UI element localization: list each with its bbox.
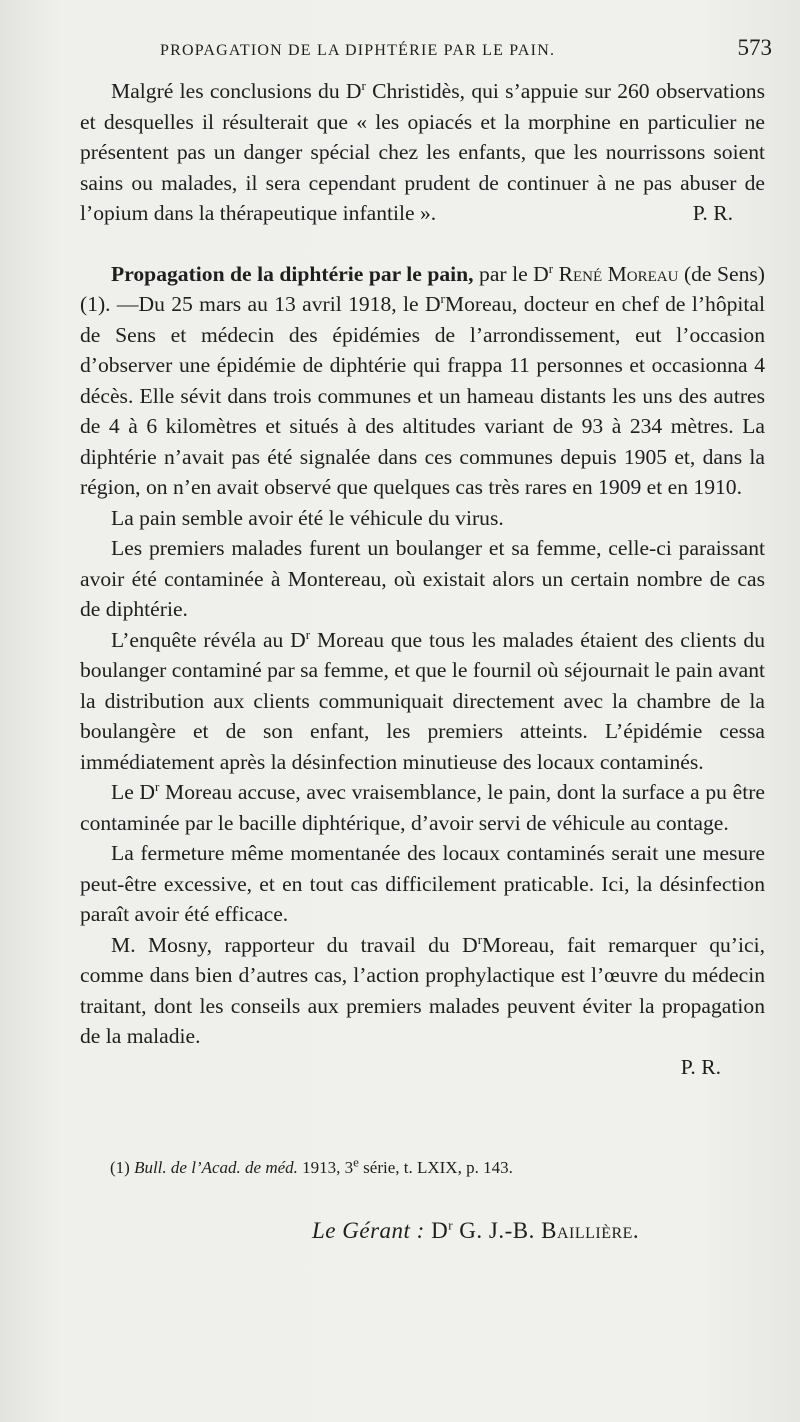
paragraph-mosny: M. Mosny, rapporteur du travail du $D^rMoreau$, fait remarquer qu’ici, comme dans bien d’autres cas, l’action prophylactique est l’œuvre du médecin traitant, dont les conseils aux premiers malades peuvent éviter la propagation de la maladie. — [80, 931, 765, 1048]
page-header — [160, 34, 772, 68]
article-title: Propagation de la diphtérie par le pain, — [111, 261, 474, 286]
signature-initials: P. R. — [692, 201, 733, 225]
paragraph-diphtheria-intro: Propagation de la diphtérie par le pain, par le $D^r$ René Moreau (de Sens) (1). —Du 25 mars au 13 avril 1918, le $D^rMoreau$, docteur en chef de l’hôpital de Sens et médecin des épidémies de l’arrondissement, eut l’occasion d’observer une épidémie de diphtérie qui frappa 11 personnes et occasionna 4 décès. Elle sévit dans trois communes et un hameau distants les uns des autres de 4 à 6 kilomètres et situés à des altitudes variant de 93 à 234 mètres. La diphtérie n’avait pas été signalée dans ces communes depuis 1905 et, dans la région, on n’en avait observé que quelques cas très rares en 1909 et en 1910. — [80, 260, 765, 499]
paragraph-accusation: Le $D^r$ Moreau accuse, avec vraisemblance, le pain, dont la surface a pu être contaminée par le bacille diphtérique, d’avoir servi de véhicule au contage. — [80, 778, 765, 835]
author-name: René Moreau — [553, 261, 679, 286]
running-title: PROPAGATION DE LA DIPHTÉRIE PAR LE PAIN. — [160, 42, 556, 59]
paragraph-closure: La fermeture même momentanée des locaux contaminés serait une mesure peut-être excessive, et en tout cas difficilement praticable. Ici, la désinfection paraît avoir été efficace. — [80, 841, 765, 926]
footnote: (1) Bull. de l’Acad. de méd. 1913, 3e série, t. LXIX, p. 143. — [110, 1154, 513, 1177]
paragraph-bread-vehicle: La pain semble avoir été le véhicule du virus. — [111, 505, 504, 530]
paragraph-first-cases: Les premiers malades furent un boulanger et sa femme, celle-ci paraissant avoir été contaminée à Montereau, où existait alors un certain nombre de cas de diphtérie. — [80, 536, 765, 621]
paragraph-opium: Malgré les conclusions du $D^r$ Christidès, qui s’appuie sur 260 observations et desquelles il résulterait que « les opiacés et la morphine en particulier ne présentent pas un danger spécial chez les enfants, que les nourrissons soient sains ou malades, il sera cependant prudent de continuer à ne pas abuser de l’opium dans la thérapeutique infantile ». P. R. — [80, 76, 765, 229]
paragraph-investigation: L’enquête révéla au $D^r$ Moreau que tous les malades étaient des clients du boulanger contaminé par sa femme, et que le fournil où séjournait le pain avant la distribution aux clients communiquait directement avec la chambre de la boulangère et de son enfant, les premiers atteints. L’épidémie cessa immédiatement après la désinfection minutieuse des locaux contaminés. — [80, 626, 765, 774]
signature-initials: P. R. — [680, 1054, 721, 1079]
page-number: 573 — [737, 35, 772, 60]
publisher-signature: Le Gérant : $D^r$ G. J.-B. Baillière. — [312, 1217, 640, 1243]
footnote-source: Bull. de l’Acad. de méd. — [134, 1158, 298, 1177]
article-body — [80, 76, 765, 1082]
